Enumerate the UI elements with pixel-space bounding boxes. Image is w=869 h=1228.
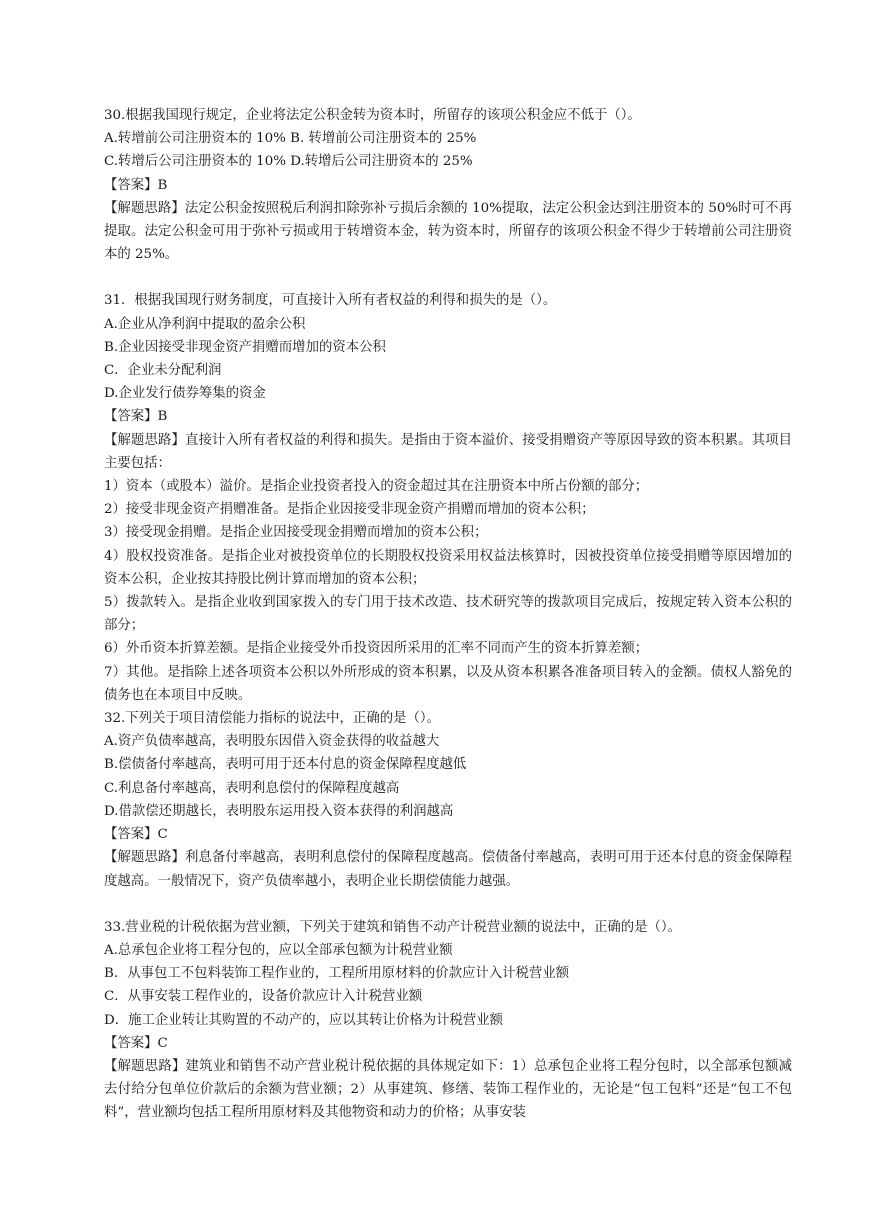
- question-31: [104, 289, 792, 707]
- spacer: [104, 266, 792, 289]
- analysis: 【解题思路】直接计入所有者权益的利得和损失。是指由于资本溢价、接受捐赠资产等原因导致的资本积累。其项目主要包括：: [104, 432, 792, 471]
- answer: 【答案】B: [104, 409, 168, 425]
- question-stem: 31．根据我国现行财务制度，可直接计入所有者权益的利得和损失的是（）。: [104, 293, 557, 309]
- question-stem: 33.营业税的计税依据为营业额，下列关于建筑和销售不动产计税营业额的说法中，正确的是（）。: [104, 919, 681, 935]
- analysis-item: 2）接受非现金资产捐赠准备。是指企业因接受非现金资产捐赠而增加的资本公积；: [104, 502, 595, 518]
- option-b: B.企业因接受非现金资产捐赠而增加的资本公积: [104, 339, 386, 355]
- analysis: 【解题思路】建筑业和销售不动产营业税计税依据的具体规定如下：1）总承包企业将工程分包时，以全部承包额减去付给分包单位价款后的余额为营业额；2）从事建筑、修缮、装饰工程作业的，无论是“包工包料”还是“包工不包料”，营业额均包括工程所用原材料及其他物资和动力的价格；从事安装: [104, 1058, 792, 1121]
- option-line: A.转增前公司注册资本的 10% B. 转增前公司注册资本的 25%: [104, 131, 477, 147]
- option-line: C.转增后公司注册资本的 10% D.转增后公司注册资本的 25%: [104, 154, 473, 170]
- option-a: A.资产负债率越高，表明股东因借入资金获得的收益越大: [104, 734, 440, 750]
- option-b: B.偿债备付率越高，表明可用于还本付息的资金保障程度越低: [104, 757, 467, 773]
- question-stem: 32.下列关于项目清偿能力指标的说法中，正确的是（）。: [104, 711, 440, 727]
- question-33: [104, 916, 792, 1125]
- option-a: A.总承包企业将工程分包的，应以全部承包额为计税营业额: [104, 942, 453, 958]
- analysis-item: 1）资本（或股本）溢价。是指企业投资者投入的资金超过其在注册资本中所占份额的部分；: [104, 479, 649, 495]
- analysis-item: 5）拨款转入。是指企业收到国家拨入的专门用于技术改造、技术研究等的拨款项目完成后，按规定转入资本公积的部分；: [104, 595, 792, 634]
- analysis: 【解题思路】法定公积金按照税后利润扣除弥补亏损后余额的 10%提取，法定公积金达到注册资本的 50%时可不再提取。法定公积金可用于弥补亏损或用于转增资本金，转为资本时，所留存的该项公积金不得少于转增前公司注册资本的 25%。: [104, 200, 792, 263]
- document-page: [104, 104, 792, 1125]
- question-30: [104, 104, 792, 266]
- option-d: D.企业发行债券筹集的资金: [104, 386, 266, 402]
- question-32: [104, 707, 792, 893]
- answer: 【答案】C: [104, 1035, 168, 1051]
- analysis-item: 6）外币资本折算差额。是指企业接受外币投资因所采用的汇率不同而产生的资本折算差额；: [104, 641, 649, 657]
- option-b: B．从事包工不包料装饰工程作业的，工程所用原材料的价款应计入计税营业额: [104, 966, 570, 982]
- answer: 【答案】C: [104, 827, 168, 843]
- spacer: [104, 893, 792, 916]
- question-stem: 30.根据我国现行规定，企业将法定公积金转为资本时，所留存的该项公积金应不低于（）。: [104, 108, 641, 123]
- option-a: A.企业从净利润中提取的盈余公积: [104, 316, 306, 332]
- analysis: 【解题思路】利息备付率越高，表明利息偿付的保障程度越高。偿债备付率越高，表明可用于还本付息的资金保障程度越高。一般情况下，资产负债率越小，表明企业长期偿债能力越强。: [104, 850, 792, 889]
- option-c: C．从事安装工程作业的，设备价款应计入计税营业额: [104, 989, 423, 1005]
- option-c: C．企业未分配利润: [104, 363, 222, 379]
- answer: 【答案】B: [104, 177, 168, 193]
- analysis-item: 7）其他。是指除上述各项资本公积以外所形成的资本积累，以及从资本积累各准备项目转入的金额。债权人豁免的债务也在本项目中反映。: [104, 664, 792, 703]
- analysis-item: 4）股权投资准备。是指企业对被投资单位的长期股权投资采用权益法核算时，因被投资单位接受捐赠等原因增加的资本公积，企业按其持股比例计算而增加的资本公积；: [104, 548, 792, 587]
- option-d: D.借款偿还期越长，表明股东运用投入资本获得的利润越高: [104, 803, 454, 819]
- analysis-item: 3）接受现金捐赠。是指企业因接受现金捐赠而增加的资本公积；: [104, 525, 488, 541]
- option-d: D．施工企业转让其购置的不动产的，应以其转让价格为计税营业额: [104, 1012, 504, 1028]
- option-c: C.利息备付率越高，表明利息偿付的保障程度越高: [104, 780, 400, 796]
